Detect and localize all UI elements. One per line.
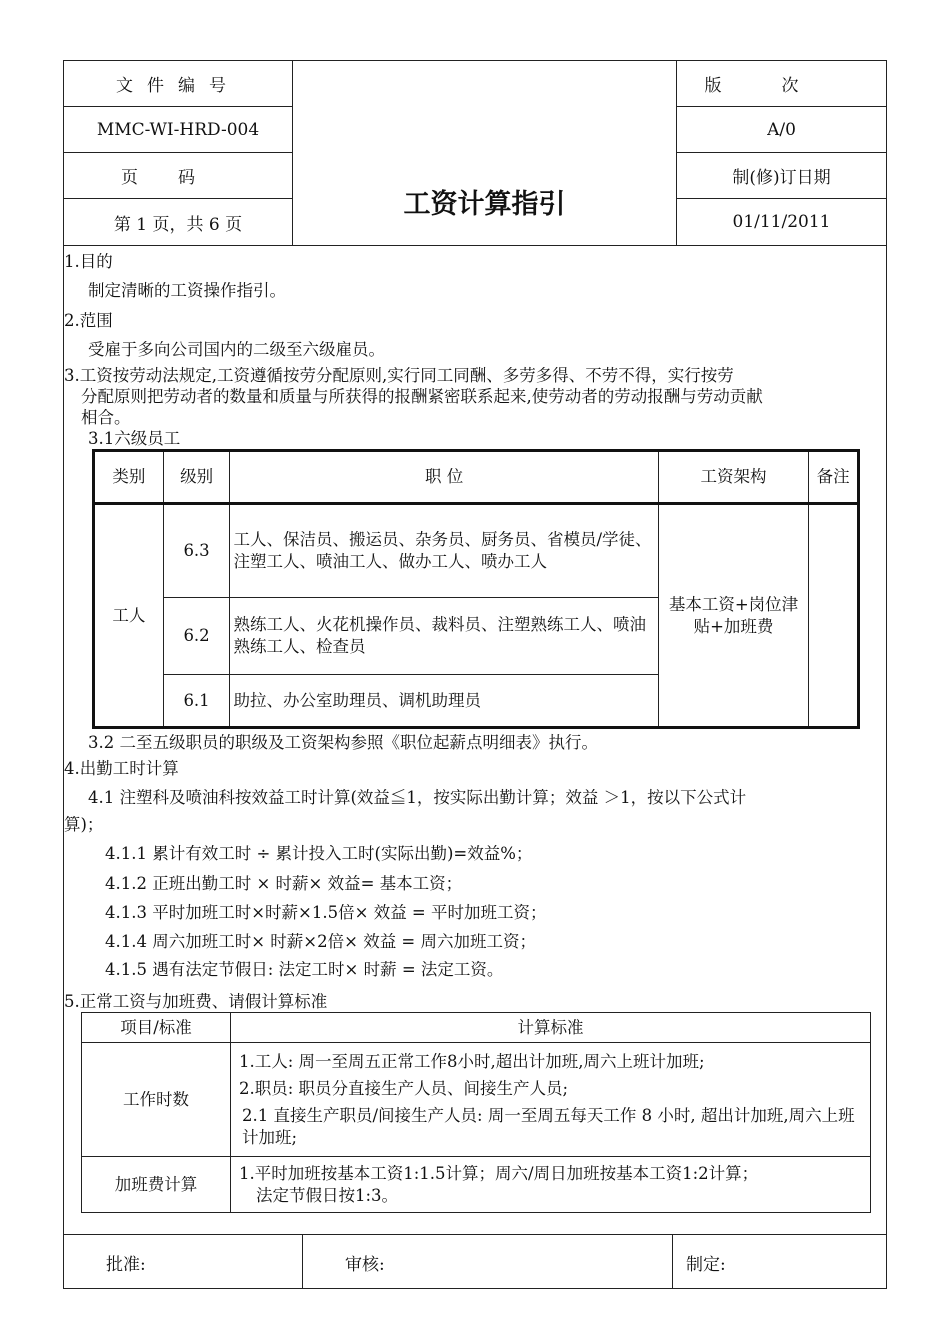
positions-cell: 熟练工人、火花机操作员、裁料员、注塑熟练工人、喷油熟练工人、检查员 bbox=[230, 598, 658, 675]
table-header-row bbox=[94, 451, 859, 504]
section-5-heading: 5.正常工资与加班费、请假计算标准 bbox=[64, 992, 328, 1011]
document-title-cell bbox=[293, 61, 677, 245]
level-cell: 6.3 bbox=[163, 504, 230, 598]
section-4-heading: 4.出勤工时计算 bbox=[64, 759, 179, 778]
document-title: 工资计算指引 bbox=[403, 188, 566, 220]
section-2-body: 受雇于多向公司国内的二级至六级雇员。 bbox=[88, 340, 385, 359]
approve-label: 批准: bbox=[64, 1235, 303, 1289]
working-hours-line-2: 2.职员: 职员分直接生产人员、间接生产人员; bbox=[239, 1078, 569, 1098]
table-header-row bbox=[82, 1013, 871, 1043]
document-page bbox=[63, 60, 887, 1289]
section-4-1-line-1: 4.1 注塑科及喷油科按效益工时计算(效益≦1，按实际出勤计算；效益 ＞1，按以下公式计 bbox=[88, 788, 747, 807]
calculation-standard-table bbox=[81, 1012, 871, 1213]
revision-date-label: 制(修)订日期 bbox=[677, 153, 886, 199]
positions-cell: 工人、保洁员、搬运员、杂务员、厨务员、省模员/学徒、注塑工人、喷油工人、做办工人、喷办工人 bbox=[230, 504, 658, 598]
section-2-heading: 2.范围 bbox=[64, 311, 113, 330]
section-1-body: 制定清晰的工资操作指引。 bbox=[88, 281, 286, 300]
remark-cell bbox=[809, 504, 859, 728]
section-3-line-3: 相合。 bbox=[81, 408, 131, 427]
overtime-label: 加班费计算 bbox=[82, 1157, 231, 1213]
working-hours-line-1: 1.工人: 周一至周五正常工作8小时,超出计加班,周六上班计加班; bbox=[239, 1051, 705, 1071]
table-row bbox=[94, 504, 859, 598]
section-4-1-3: 4.1.3 平时加班工时×时薪×1.5倍× 效益 = 平时加班工资； bbox=[105, 903, 547, 922]
table-row bbox=[82, 1157, 871, 1213]
review-label: 审核: bbox=[303, 1235, 673, 1289]
overtime-line-2: 法定节假日按1:3。 bbox=[256, 1185, 399, 1205]
revision-date-value: 01/11/2011 bbox=[732, 212, 831, 232]
version-label: 版次 bbox=[677, 61, 886, 107]
document-header bbox=[64, 61, 886, 246]
overtime-line-1: 1.平时加班按基本工资1:1.5计算；周六/周日加班按基本工资1:2计算； bbox=[239, 1163, 759, 1183]
prepare-label: 制定: bbox=[686, 1254, 726, 1275]
header-category: 类别 bbox=[94, 451, 164, 504]
section-4-1-2: 4.1.2 正班出勤工时 × 时薪× 效益= 基本工资； bbox=[105, 874, 463, 893]
section-3-line-1: 3.工资按劳动法规定,工资遵循按劳分配原则,实行同工同酬、多劳多得、不劳不得，实行按劳 bbox=[64, 366, 734, 385]
version-value: A/0 bbox=[677, 107, 886, 153]
category-cell: 工人 bbox=[94, 504, 164, 728]
section-4-1-1: 4.1.1 累计有效工时 ÷ 累计投入工时(实际出勤)=效益%； bbox=[105, 844, 533, 863]
doc-number-label: 文件编号 bbox=[64, 61, 293, 107]
header-item: 项目/标准 bbox=[82, 1013, 231, 1043]
header-level: 级别 bbox=[163, 451, 230, 504]
section-3-line-2: 分配原则把劳动者的数量和质量与所获得的报酬紧密联系起来,使劳动者的劳动报酬与劳动贡献 bbox=[81, 387, 763, 406]
level-cell: 6.1 bbox=[163, 675, 230, 728]
working-hours-line-3: 2.1 直接生产职员/间接生产人员: 周一至周五每天工作 8 小时, 超出计加班,周六上班计加班; bbox=[242, 1105, 855, 1147]
page-label: 页码 bbox=[64, 153, 293, 199]
section-3-1-heading: 3.1六级员工 bbox=[88, 429, 181, 448]
section-4-1-5: 4.1.5 遇有法定节假日: 法定工时× 时薪 = 法定工资。 bbox=[105, 960, 504, 979]
signature-footer bbox=[64, 1234, 886, 1289]
header-position: 职 位 bbox=[230, 451, 658, 504]
doc-number-value: MMC-WI-HRD-004 bbox=[64, 107, 293, 153]
table-row bbox=[82, 1043, 871, 1157]
salary-structure-cell: 基本工资+岗位津贴+加班费 bbox=[658, 504, 808, 728]
overtime-standard bbox=[231, 1157, 871, 1213]
level-cell: 6.2 bbox=[163, 598, 230, 675]
positions-cell: 助拉、办公室助理员、调机助理员 bbox=[230, 675, 658, 728]
section-4-1-line-2: 算)； bbox=[64, 815, 104, 834]
header-salary-structure: 工资架构 bbox=[658, 451, 808, 504]
section-4-1-4: 4.1.4 周六加班工时× 时薪×2倍× 效益 = 周六加班工资； bbox=[105, 932, 537, 951]
section-3-2: 3.2 二至五级职员的职级及工资架构参照《职位起薪点明细表》执行。 bbox=[88, 733, 598, 752]
section-1-heading: 1.目的 bbox=[64, 252, 113, 271]
header-remark: 备注 bbox=[809, 451, 859, 504]
page-value: 第 1 页，共 6 页 bbox=[64, 199, 293, 245]
grade-six-table bbox=[92, 449, 860, 729]
working-hours-standard bbox=[231, 1043, 871, 1157]
working-hours-label: 工作时数 bbox=[82, 1043, 231, 1157]
header-standard: 计算标准 bbox=[231, 1013, 871, 1043]
